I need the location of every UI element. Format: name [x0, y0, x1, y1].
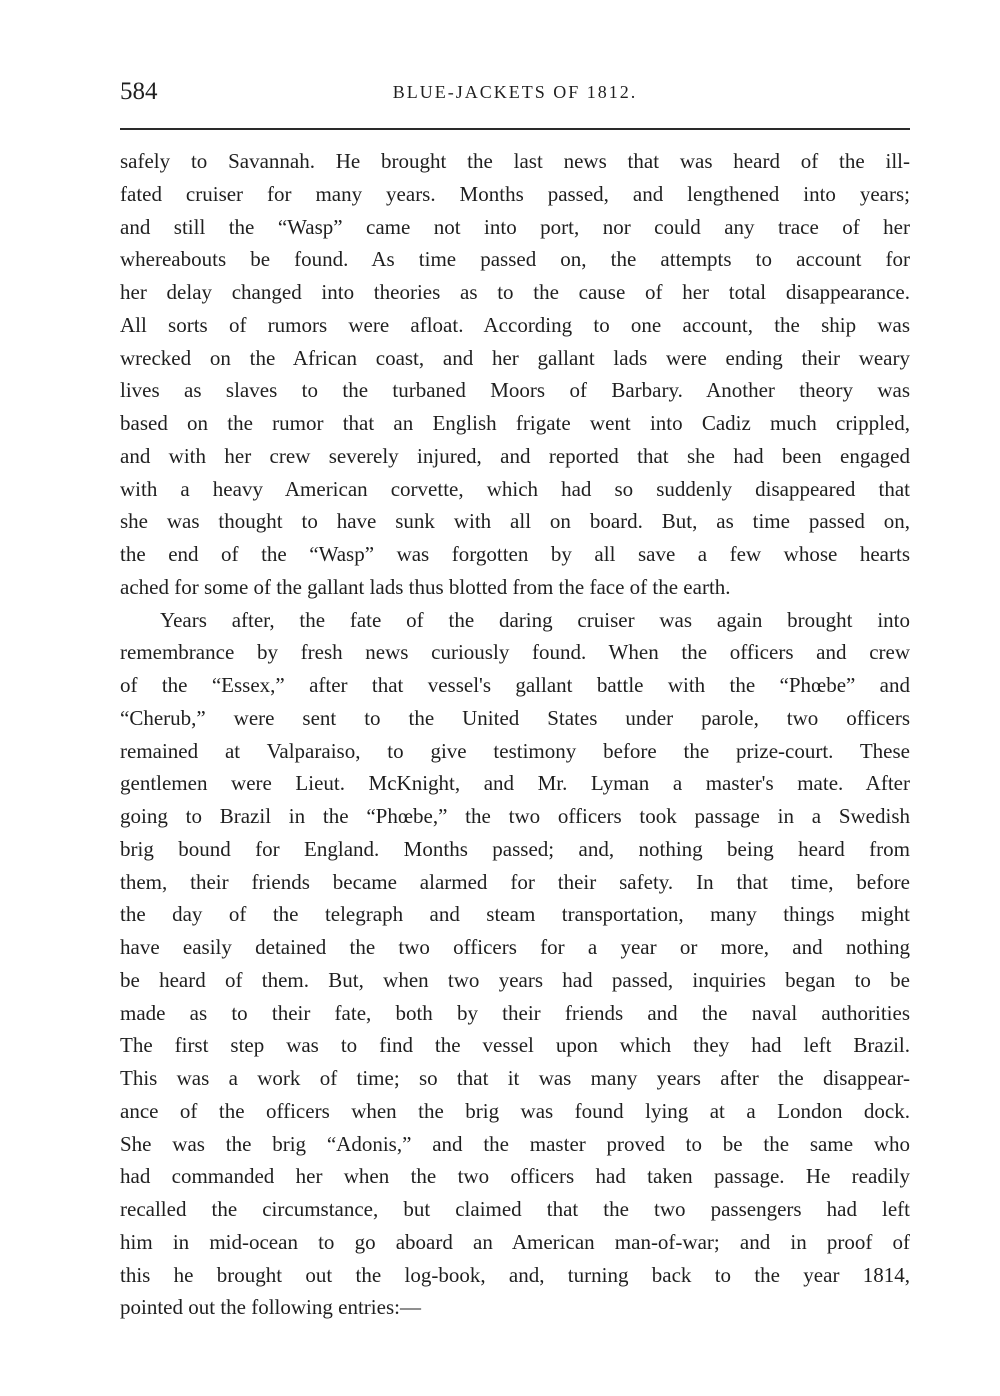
- text-line: fated cruiser for many years. Months passed, and lengthened into years;: [120, 181, 910, 206]
- text-line: of the “Essex,” after that vessel's gallant battle with the “Phœbe” and: [120, 673, 910, 697]
- text-line: brig bound for England. Months passed; and, nothing being heard from: [120, 836, 910, 861]
- text-line: this he brought out the log-book, and, turning back to the year 1814,: [120, 1262, 910, 1287]
- text-line: remembrance by fresh news curiously found. When the officers and crew: [120, 640, 910, 665]
- text-line: lives as slaves to the turbaned Moors of Barbary. Another theory was: [120, 378, 910, 403]
- text-line: pointed out the following entries:—: [120, 1295, 421, 1320]
- text-line: ached for some of the gallant lads thus blotted from the face of the earth.: [120, 574, 731, 599]
- text-line: ance of the officers when the brig was found lying at a London dock.: [120, 1098, 910, 1123]
- text-line: made as to their fate, both by their friends and the naval authorities: [120, 1000, 910, 1025]
- page-number: 584: [120, 78, 158, 105]
- text-line: whereabouts be found. As time passed on, the attempts to account for: [120, 247, 910, 272]
- running-head: BLUE-JACKETS OF 1812.: [392, 82, 638, 102]
- text-line: wrecked on the African coast, and her gallant lads were ending their weary: [120, 345, 910, 370]
- text-line: going to Brazil in the “Phœbe,” the two officers took passage in a Swedish: [120, 804, 910, 828]
- text-line: “Cherub,” were sent to the United States under parole, two officers: [120, 705, 910, 730]
- text-line: them, their friends became alarmed for their safety. In that time, before: [120, 869, 910, 894]
- text-line: the end of the “Wasp” was forgotten by all save a few whose hearts: [120, 542, 910, 566]
- text-line: The first step was to find the vessel upon which they had left Brazil.: [120, 1033, 910, 1058]
- text-line: and still the “Wasp” came not into port, nor could any trace of her: [120, 214, 910, 239]
- text-line: be heard of them. But, when two years had passed, inquiries began to be: [120, 967, 910, 992]
- page-header: [120, 78, 910, 108]
- text-line: remained at Valparaiso, to give testimony before the prize-court. These: [120, 738, 910, 763]
- text-line: She was the brig “Adonis,” and the master proved to be the same who: [120, 1131, 910, 1156]
- text-line: had commanded her when the two officers had taken passage. He readily: [120, 1164, 910, 1189]
- header-rule: [120, 128, 910, 130]
- text-line: the day of the telegraph and steam transportation, many things might: [120, 902, 910, 927]
- text-line: have easily detained the two officers for a year or more, and nothing: [120, 935, 910, 959]
- text-line: she was thought to have sunk with all on board. But, as time passed on,: [120, 509, 910, 534]
- text-line: Years after, the fate of the daring cruiser was again brought into: [160, 607, 910, 632]
- text-line: him in mid-ocean to go aboard an American man-of-war; and in proof of: [120, 1229, 910, 1254]
- body-text: [120, 145, 910, 1324]
- text-line: based on the rumor that an English frigate went into Cadiz much crippled,: [120, 411, 910, 435]
- text-line: This was a work of time; so that it was many years after the disappear-: [120, 1066, 910, 1090]
- text-line: All sorts of rumors were afloat. According to one account, the ship was: [120, 312, 910, 337]
- text-line: with a heavy American corvette, which had so suddenly disappeared that: [120, 476, 910, 501]
- text-line: gentlemen were Lieut. McKnight, and Mr. Lyman a master's mate. After: [120, 771, 910, 796]
- text-line: recalled the circumstance, but claimed that the two passengers had left: [120, 1197, 910, 1221]
- text-line: safely to Savannah. He brought the last news that was heard of the ill-: [120, 149, 910, 173]
- text-line: her delay changed into theories as to the cause of her total disappearance.: [120, 280, 910, 304]
- text-line: and with her crew severely injured, and reported that she had been engaged: [120, 443, 910, 468]
